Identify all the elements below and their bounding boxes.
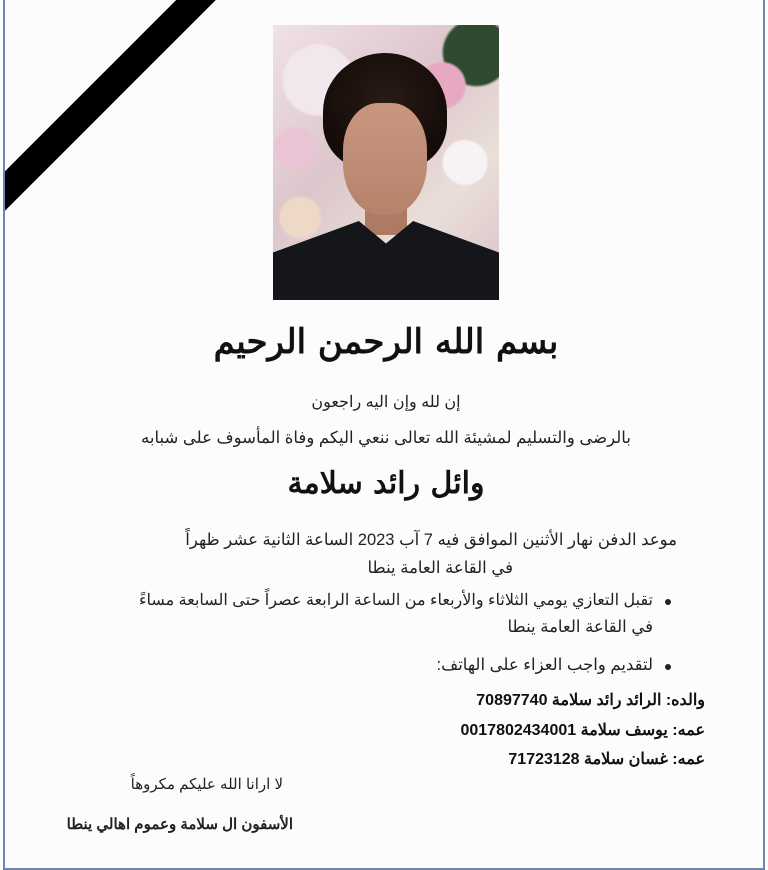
contact-phone[interactable]: 70897740 xyxy=(476,692,548,709)
closing-prayer: لا ارانا الله عليكم مكروهاً xyxy=(130,776,283,793)
bullet-icon xyxy=(665,664,671,670)
deceased-photo xyxy=(273,25,499,300)
contact-name: الرائد رائد سلامة xyxy=(551,692,662,709)
burial-location: في القاعة العامة ينطا xyxy=(367,559,513,577)
contact-row xyxy=(508,749,705,769)
mourning-ribbon xyxy=(3,0,237,213)
contact-relation: عمه: xyxy=(672,751,705,768)
condolence-location: في القاعة العامة ينطا xyxy=(507,618,653,636)
contact-relation: والده: xyxy=(665,692,705,709)
deceased-name: وائل رائد سلامة xyxy=(287,466,485,501)
burial-time: موعد الدفن نهار الأثنين الموافق فيه 7 آب 2023 الساعة الثانية عشر ظهراً xyxy=(185,531,677,549)
contact-row xyxy=(460,720,705,740)
contact-name: غسان سلامة xyxy=(584,751,668,768)
bullet-icon xyxy=(665,599,671,605)
quran-verse: إن لله وإن اليه راجعون xyxy=(311,394,461,411)
contact-row xyxy=(476,690,705,710)
obituary-card xyxy=(3,0,765,870)
contact-relation: عمه: xyxy=(672,722,705,739)
contact-phone[interactable]: 71723128 xyxy=(508,751,580,768)
contact-phone[interactable]: 0017802434001 xyxy=(460,722,577,739)
intro-text: بالرضى والتسليم لمشيئة الله تعالى ننعي اليكم وفاة المأسوف على شبابه xyxy=(141,429,631,447)
family-signoff: الأسفون ال سلامة وعموم اهالي ينطا xyxy=(66,816,293,833)
basmala-heading: بسم الله الرحمن الرحيم xyxy=(213,322,559,362)
condolence-times: تقبل التعازي يومي الثلاثاء والأربعاء من الساعة الرابعة عصراً حتى السابعة مساءً xyxy=(138,592,653,609)
phone-condolence-label: لتقديم واجب العزاء على الهاتف: xyxy=(436,656,653,674)
contact-name: يوسف سلامة xyxy=(580,722,668,739)
